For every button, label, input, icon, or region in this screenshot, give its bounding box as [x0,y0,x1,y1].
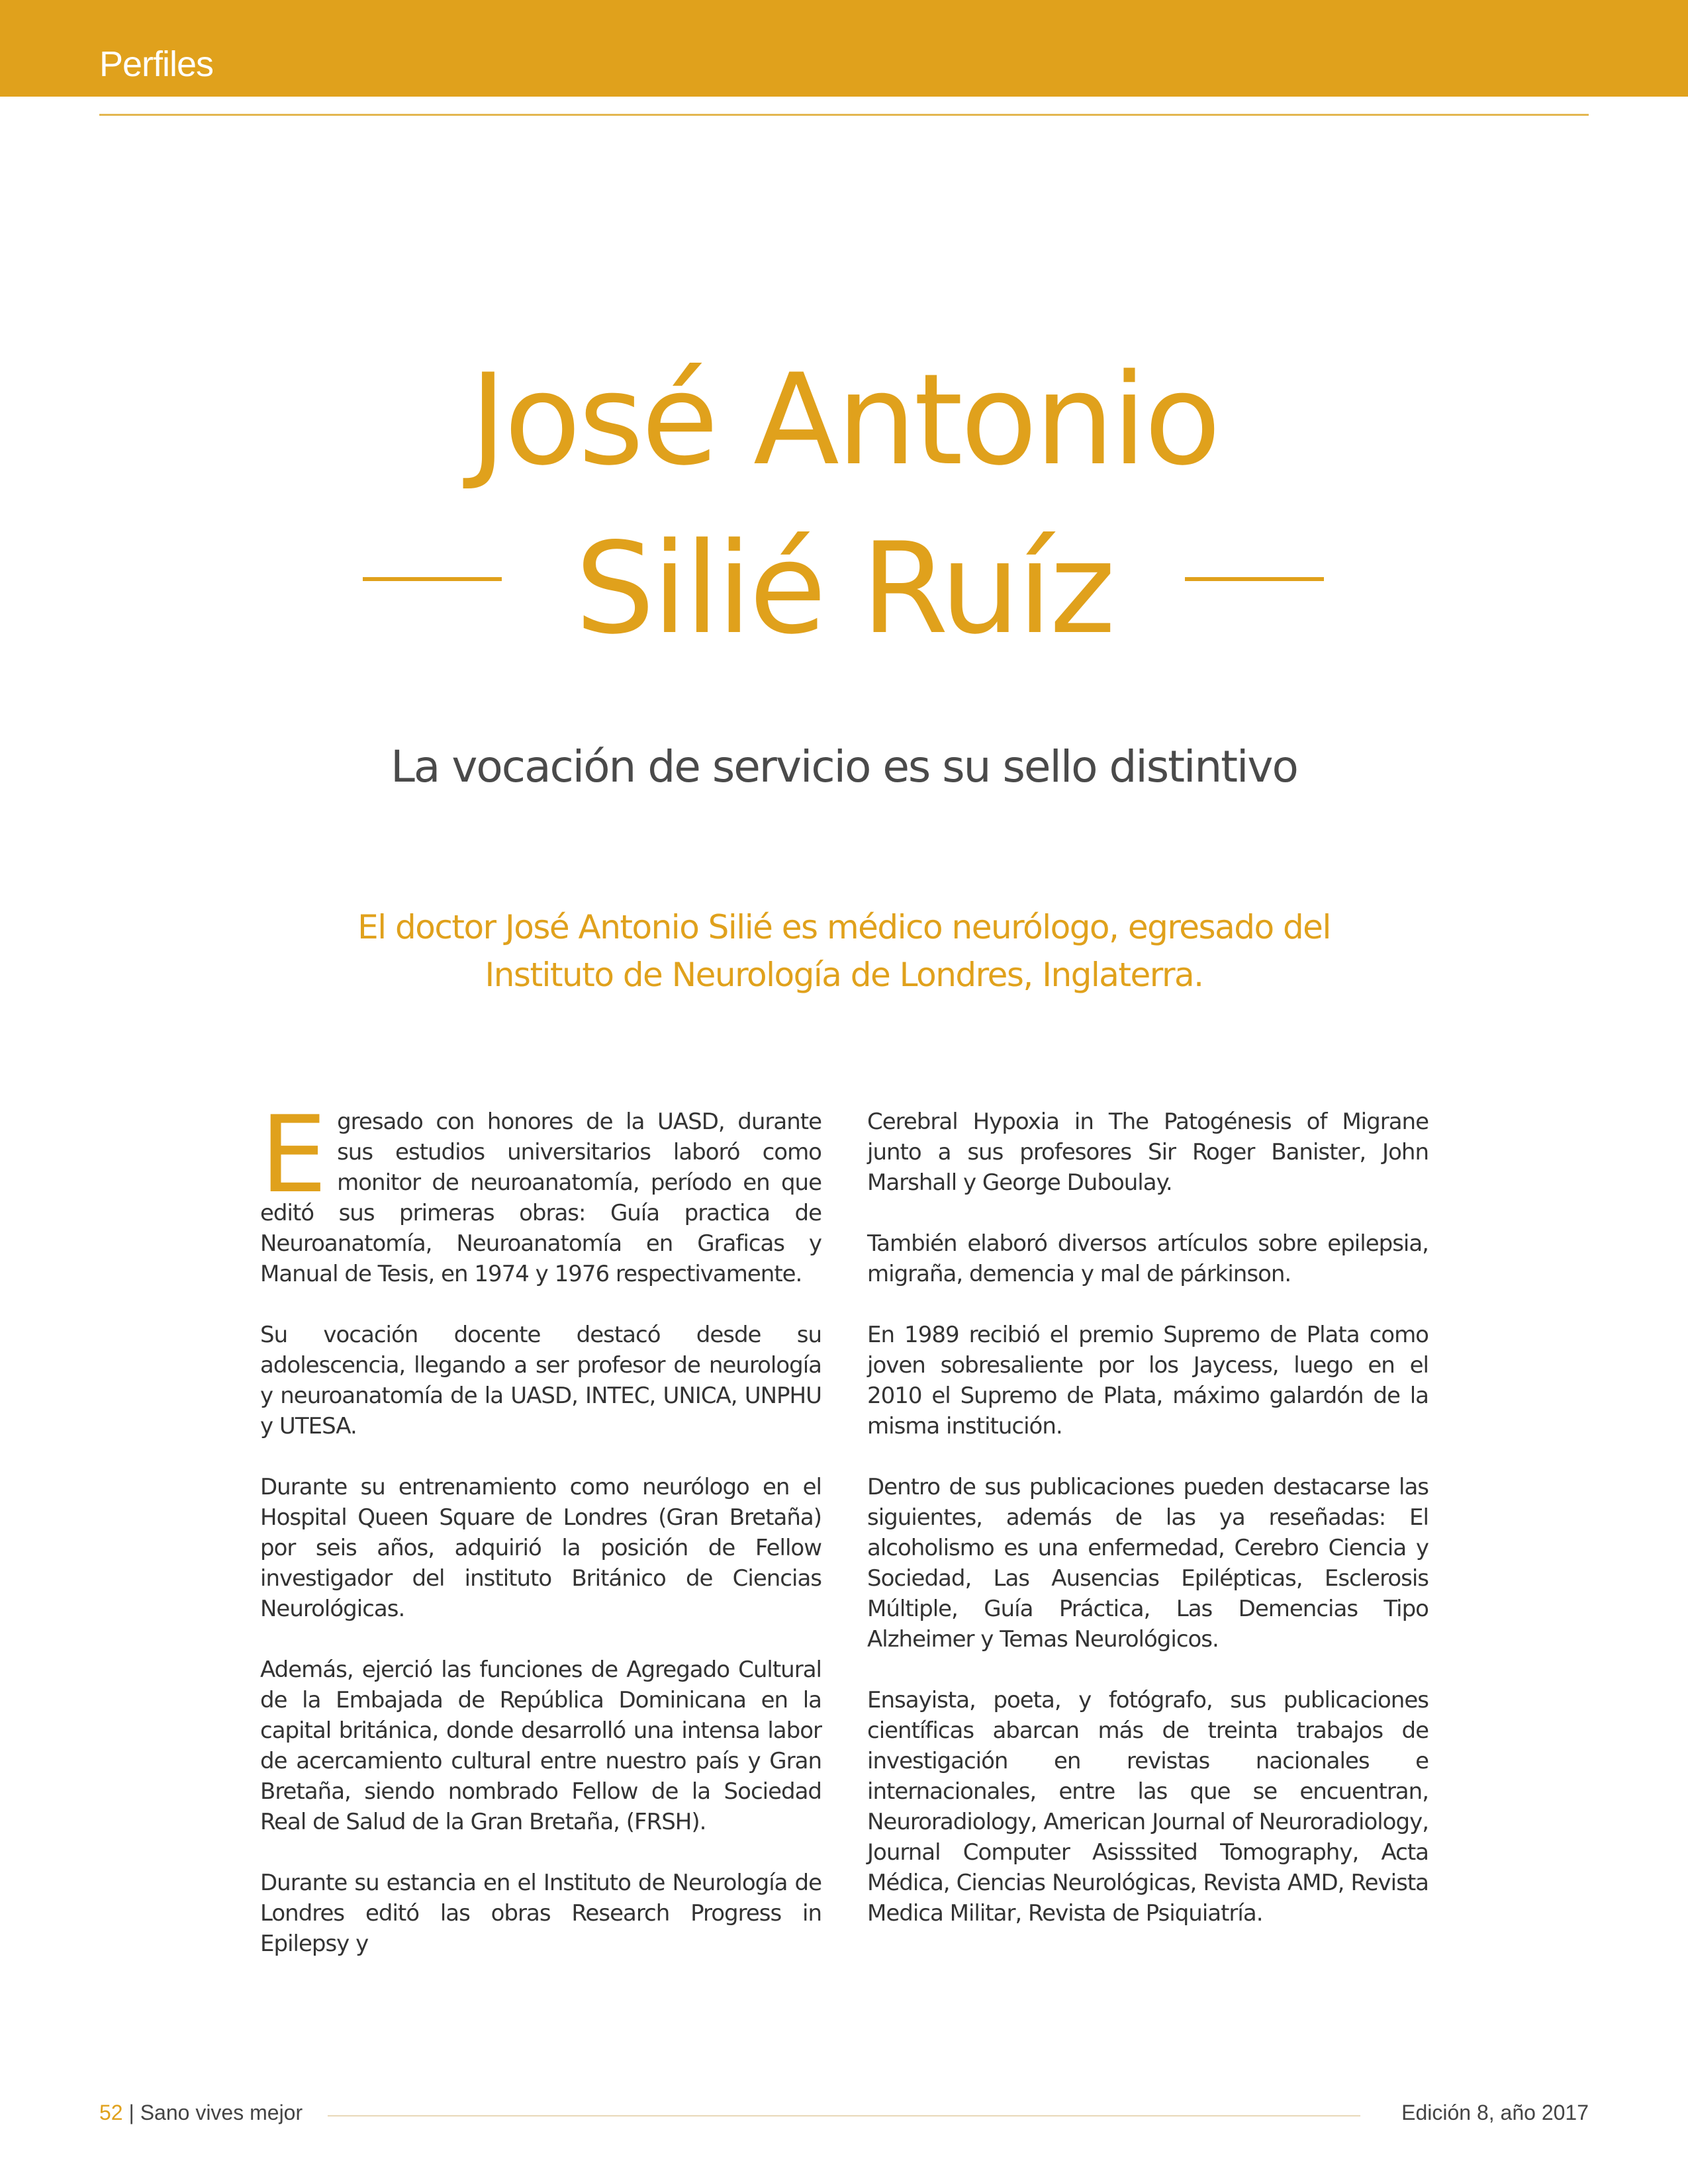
title-line-1: José Antonio [469,347,1219,493]
paragraph: En 1989 recibió el premio Supremo de Plata como joven sobresaliente por los Jaycess, luego en el 2010 el Supremo de Plata, máximo galardón de la misma institución. [867,1322,1429,1439]
article-column-right [867,1107,1429,1959]
paragraph: Dentro de sus publicaciones pueden destacarse las siguientes, además de las ya reseñadas: El alcoholismo es una enfermedad, Cerebro Ciencia y Sociedad, Las Ausencias Epilépticas, Esclerosis Múltiple, Guía Práctica, Las Demencias Tipo Alzheimer y Temas Neurológicos. [867,1474,1429,1653]
header-rule [99,114,1589,116]
paragraph: Ensayista, poeta, y fotógrafo, sus publicaciones científicas abarcan más de treinta trabajos de investigación en revistas nacionales e internacionales, entre las que se encuentran, Neuroradiology, American Journal of Neuroradiology, Journal Computer Asisssited Tomography, Acta Médica, Ciencias Neurológicas, Revista AMD, Revista Medica Militar, Revista de Psiquiatría. [867,1687,1429,1927]
footer-left [99,2101,303,2125]
subtitle: La vocación de servicio es su sello distintivo [391,741,1297,792]
paragraph-text: gresado con honores de la UASD, durante sus estudios universitarios laboró como monitor de neuroanatomía, período en que editó sus primeras obras: Guía practica de Neuroanatomía, Neuroanatomía en Graficas y Manual de Tesis, en 1974 y 1976 respectivamente. [260,1109,821,1287]
paragraph: También elaboró diversos artículos sobre epilepsia, migraña, demencia y mal de párkinson. [867,1230,1429,1287]
section-label: Perfiles [99,44,214,84]
title-line-2: Silié Ruíz [575,516,1113,662]
publication-name: | Sano vives mejor [122,2101,303,2124]
lead-paragraph [0,903,1688,999]
lead-line-1: El doctor José Antonio Silié es médico neurólogo, egresado del [357,908,1331,946]
paragraph: Además, ejerció las funciones de Agregado Cultural de la Embajada de República Dominicana en la capital británica, donde desarrolló una intensa labor de acercamiento cultural entre nuestro país y Gran Bretaña, siendo nombrado Fellow de la Sociedad Real de Salud de la Gran Bretaña, (FRSH). [260,1657,821,1835]
title-dash-right [1185,577,1324,581]
paragraph: Durante su entrenamiento como neurólogo en el Hospital Queen Square de Londres (Gran Bretaña) por seis años, adquirió la posición de Fellow investigador del instituto Británico de Ciencias Neurológicas. [260,1474,821,1622]
page-number: 52 [99,2101,123,2124]
paragraph: Su vocación docente destacó desde su adolescencia, llegando a ser profesor de neurología y neuroanatomía de la UASD, INTEC, UNICA, UNPHU y UTESA. [260,1322,821,1439]
paragraph: Durante su estancia en el Instituto de Neurología de Londres editó las obras Research Progress in Epilepsy y [260,1870,821,1957]
footer-rule [328,2115,1360,2116]
article-column-left [260,1093,821,1989]
paragraph: Cerebral Hypoxia in The Patogénesis of Migrane junto a sus profesores Sir Roger Banister, John Marshall y George Duboulay. [867,1109,1429,1196]
lead-line-2: Instituto de Neurología de Londres, Inglaterra. [485,956,1203,994]
edition-label: Edición 8, año 2017 [1401,2101,1589,2124]
header-bar [0,0,1688,97]
drop-cap: E [260,1093,327,1216]
paragraph [260,1093,821,1289]
